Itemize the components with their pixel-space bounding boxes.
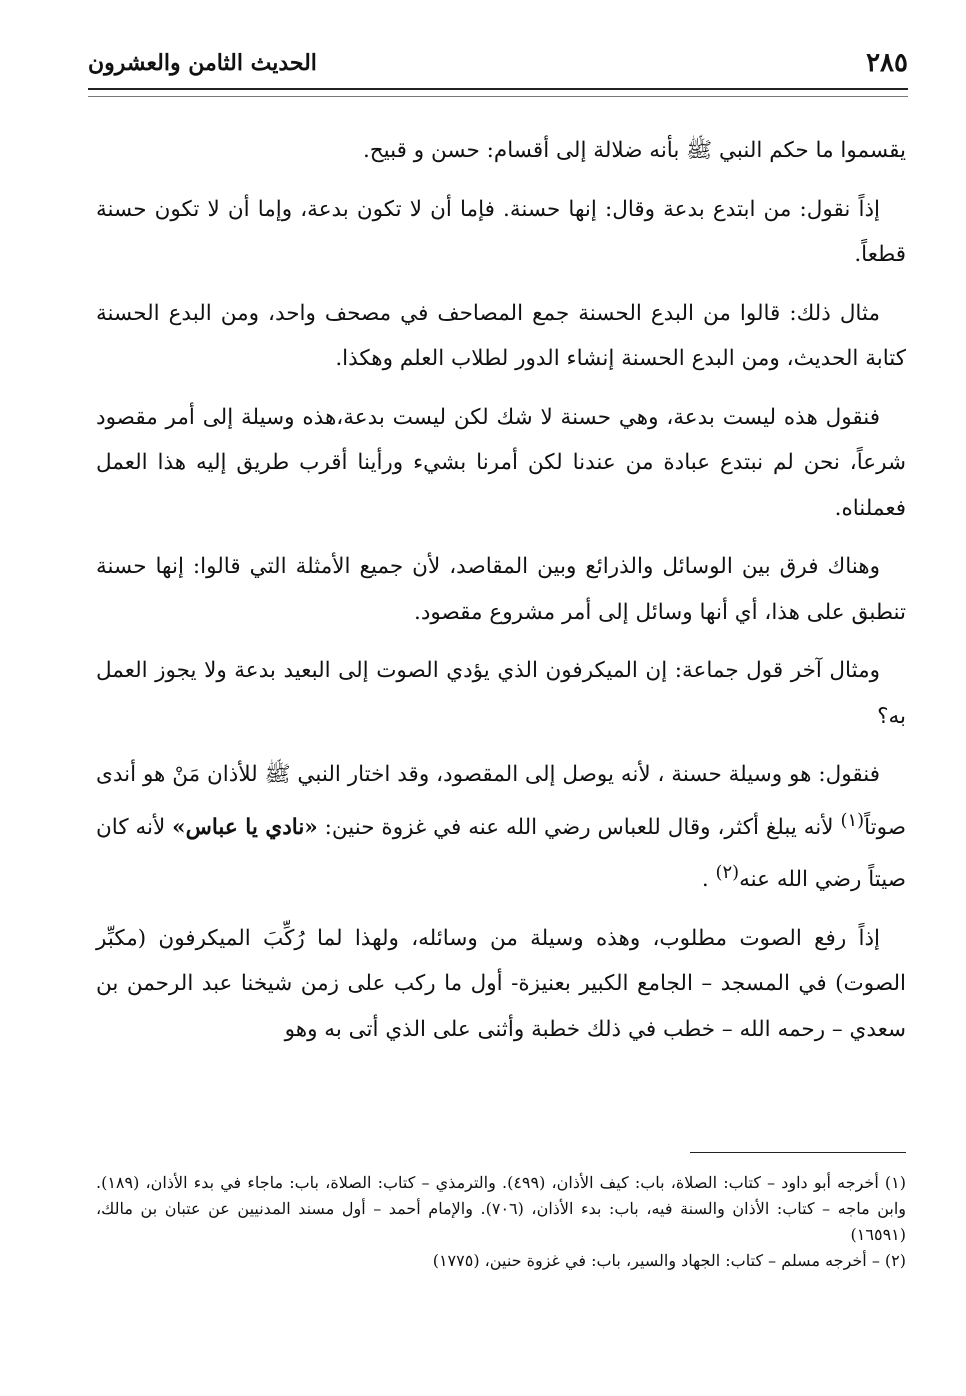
paragraph-3: مثال ذلك: قالوا من البدع الحسنة جمع المصاحف في مصحف واحد، ومن البدع الحسنة كتابة الحديث، ومن البدع الحسنة إنشاء الدور لطلاب العلم وهكذا. [96, 300, 906, 371]
running-title: الحديث الثامن والعشرون [88, 50, 317, 76]
footnote-rule [690, 1152, 906, 1153]
paragraph-1: يقسموا ما حكم النبي ﷺ بأنه ضلالة إلى أقسام: حسن و قبيح. [362, 138, 906, 163]
footnotes [96, 1170, 906, 1274]
footnote-2: (٢) – أخرجه مسلم – كتاب: الجهاد والسير، باب: في غزوة حنين، (١٧٧٥) [432, 1251, 906, 1270]
paragraph-7-part-d: . [701, 867, 716, 893]
paragraph-5: وهناك فرق بين الوسائل والذرائع وبين المقاصد، لأن جميع الأمثلة التي قالوا: إنها حسنة تنطبق على هذا، أي أنها وسائل إلى أمر مشروع مقصود. [96, 554, 906, 625]
paragraph-8: إذاً رفع الصوت مطلوب، وهذه وسيلة من وسائله، ولهذا لما رُكِّبَ الميكرفون (مكبِّر الصوت) في المسجد – الجامع الكبير بعنيزة- أول ما ركب على زمن شيخنا عبد الرحمن بن سعدي – رحمه الله – خطب في ذلك خطبة وأثنى على الذي أتى به وهو [96, 925, 906, 1042]
paragraph-7-part-a: فنقول: هو وسيلة حسنة ، لأنه يوصل إلى المقصود، وقد اختار النبي ﷺ للأذان مَنْ هو أندى صوتاً [96, 762, 906, 840]
page-number: ٢٨٥ [866, 48, 908, 78]
paragraph-4: فنقول هذه ليست بدعة، وهي حسنة لا شك لكن ليست بدعة،هذه وسيلة إلى أمر مقصود شرعاً، نحن لم نبتدع عبادة من عندنا لكن أمرنا بشيء ورأينا أقرب طريق إليه هذا العمل فعملناه. [96, 404, 906, 521]
paragraph-7 [96, 752, 906, 903]
paragraph-2: إذاً نقول: من ابتدع بدعة وقال: إنها حسنة. فإما أن لا تكون بدعة، وإما أن لا تكون حسنة قطعاً. [96, 196, 906, 267]
page-header [88, 40, 908, 86]
paragraph-7-part-b: لأنه يبلغ أكثر، وقال للعباس رضي الله عنه في غزوة حنين: [317, 814, 841, 840]
paragraph-7-part-c: لأنه كان صيتاً رضي الله عنه [96, 814, 906, 893]
hadith-quote: «نادي يا عباس» [172, 814, 318, 840]
header-rule [88, 88, 908, 97]
paragraph-6: ومثال آخر قول جماعة: إن الميكرفون الذي يؤدي الصوت إلى البعيد بدعة ولا يجوز العمل به؟ [96, 658, 906, 729]
footnote-ref-1: (١) [840, 809, 865, 831]
footnote-ref-2: (٢) [715, 862, 740, 884]
main-text [96, 128, 906, 1065]
footnote-1: (١) أخرجه أبو داود – كتاب: الصلاة، باب: كيف الأذان، (٤٩٩). والترمذي – كتاب: الصلاة، باب: ماجاء في بدء الأذان، (١٨٩). وابن ماجه – كتاب: الأذان والسنة فيه، باب: بدء الأذان، (٧٠٦). والإمام أحمد – أول مسند المدنيين عن عتبان بن مالك، (١٦٥٩١) [96, 1173, 906, 1244]
